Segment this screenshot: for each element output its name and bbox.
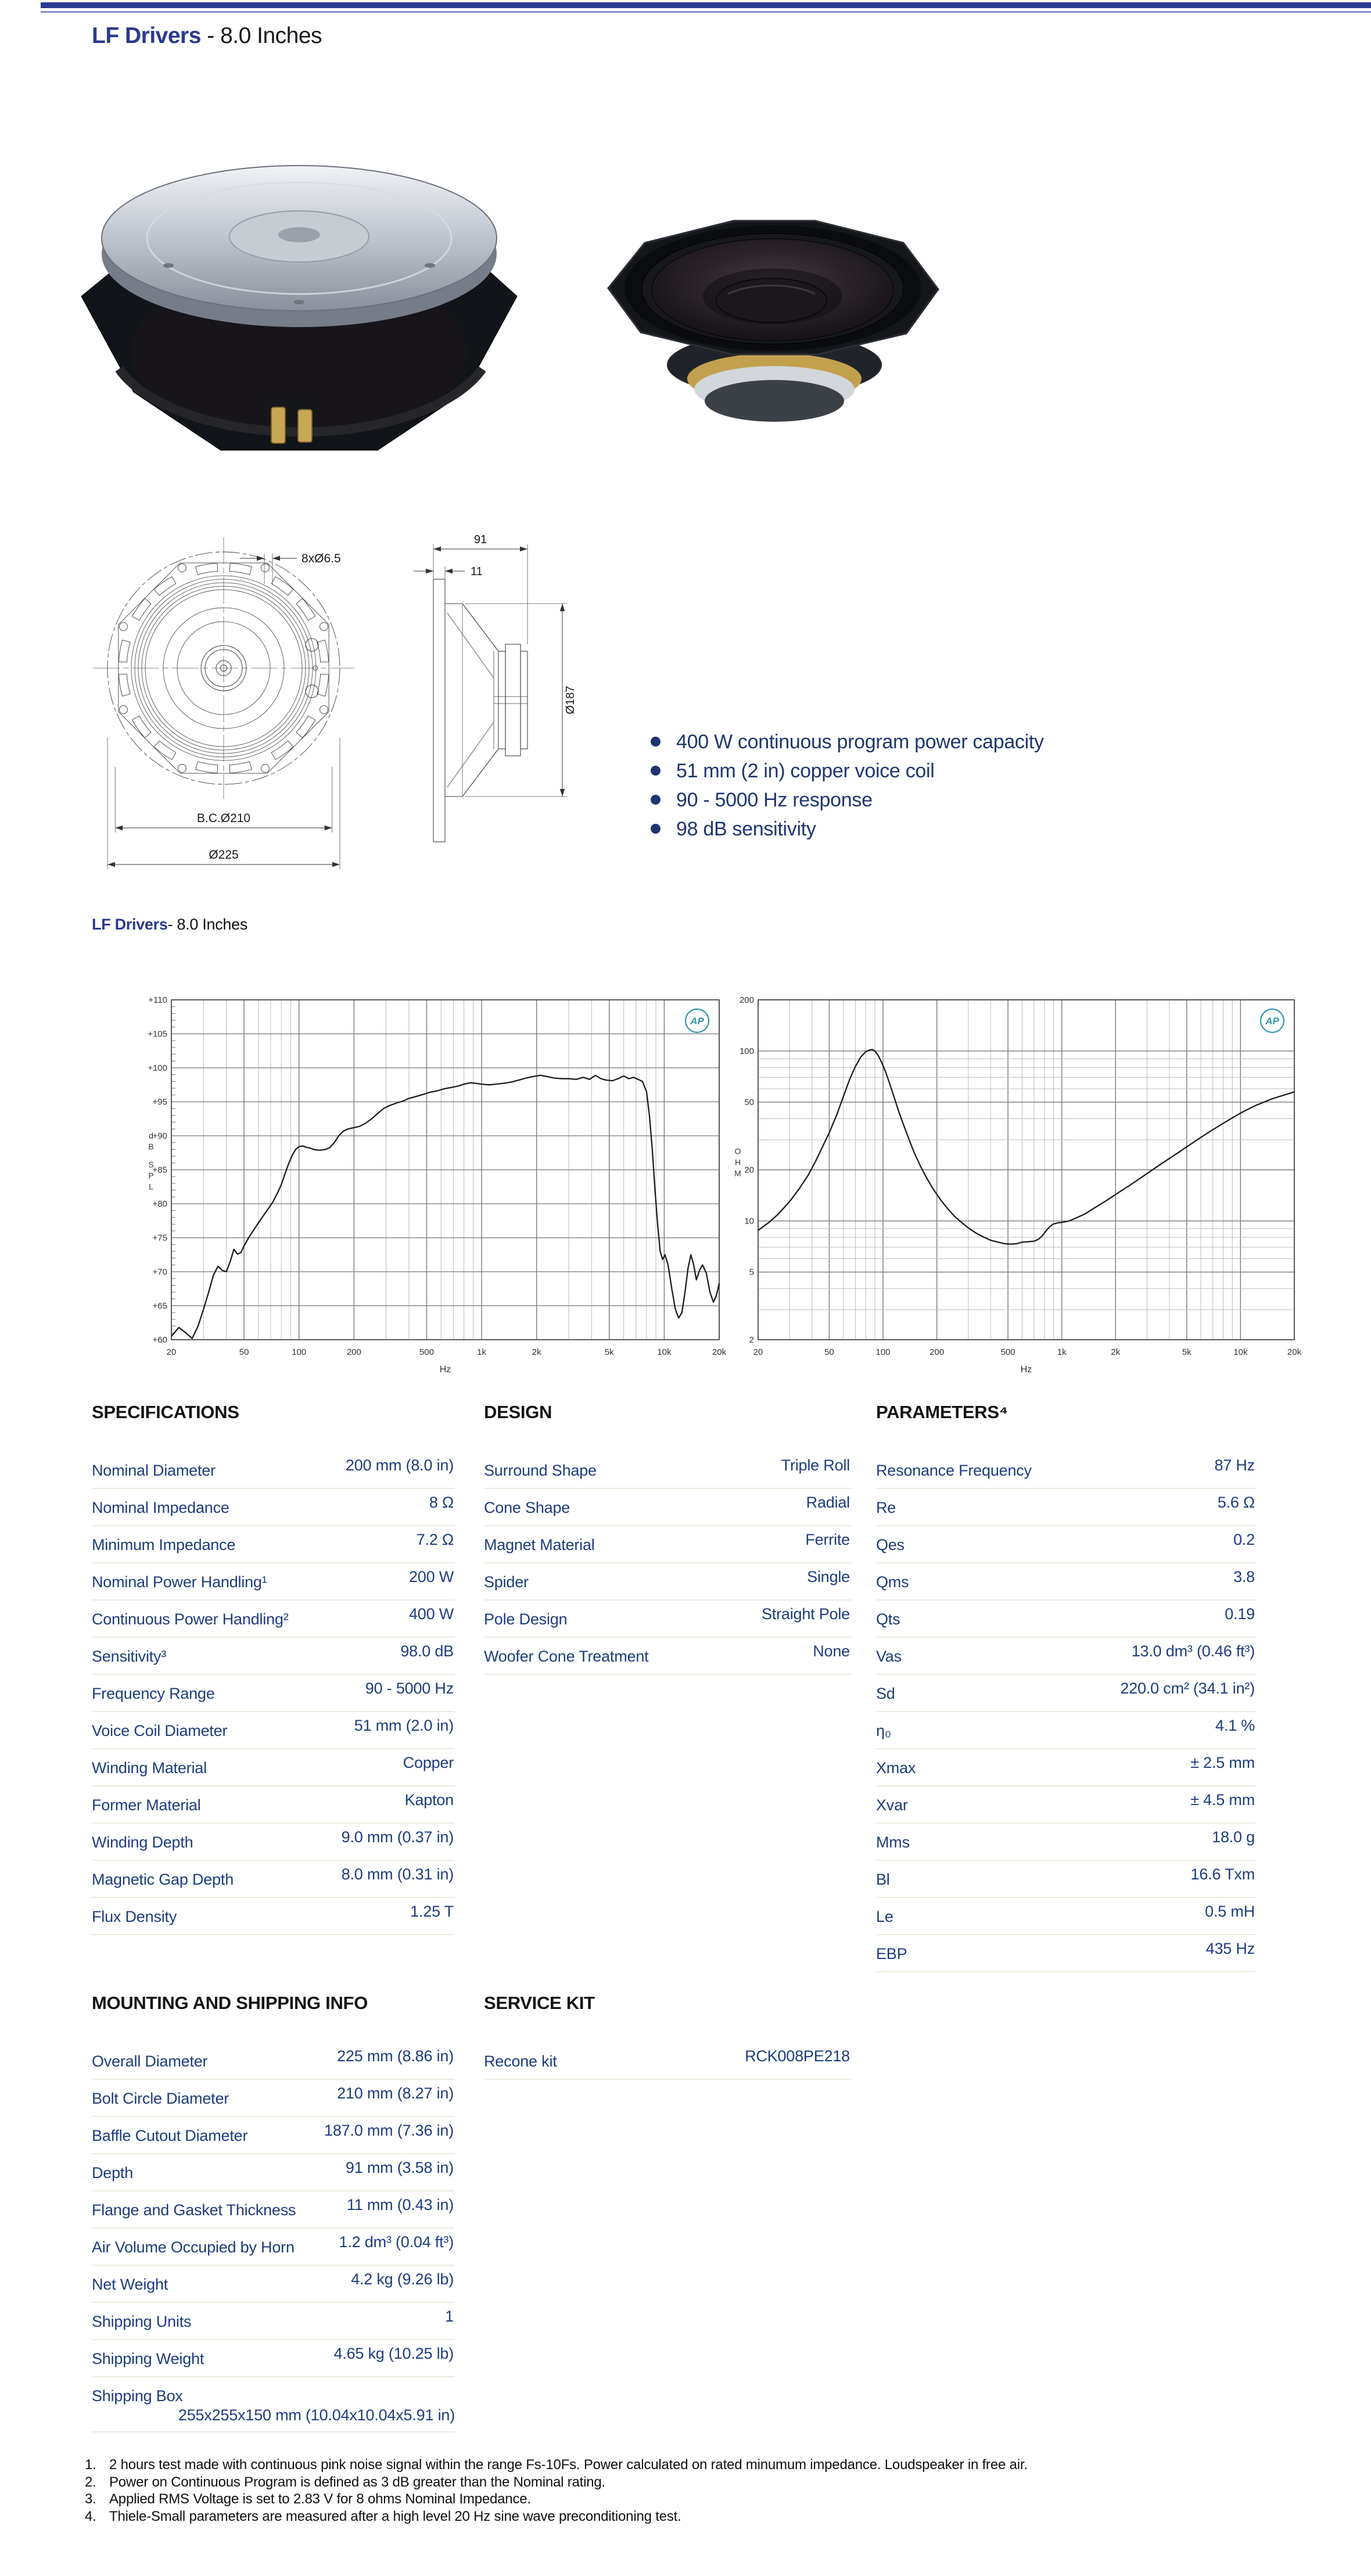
grid	[758, 1000, 1294, 1340]
axis-labels	[148, 995, 726, 1375]
svg-text:Hz: Hz	[439, 1365, 451, 1375]
row-value: 3.8	[1233, 1568, 1255, 1585]
svg-text:500: 500	[419, 1347, 434, 1357]
svg-text:20: 20	[744, 1165, 754, 1175]
feature-bullet	[646, 815, 1044, 844]
section-title-rest: - 8.0 Inches	[167, 916, 248, 933]
svg-text:500: 500	[1000, 1347, 1015, 1357]
svg-text:20k: 20k	[712, 1347, 726, 1357]
footnote-number: 3.	[85, 2491, 96, 2507]
row-value: 1.2 dm³ (0.04 ft³)	[339, 2233, 454, 2251]
svg-text:91: 91	[473, 533, 487, 546]
row-label: Shipping Box	[92, 2387, 183, 2405]
row-value: 51 mm (2.0 in)	[354, 1717, 454, 1734]
row-label: Le	[876, 1908, 893, 1925]
feature-bullet	[646, 756, 1044, 785]
svg-text:1k: 1k	[477, 1347, 486, 1357]
svg-text:50: 50	[824, 1347, 834, 1357]
svg-text:100: 100	[739, 1046, 754, 1057]
row-value: 11 mm (0.43 in)	[346, 2196, 454, 2213]
row-label: Resonance Frequency	[876, 1462, 1032, 1479]
ap-logo	[686, 1009, 709, 1032]
table-row	[92, 1786, 455, 1824]
row-value: 200 mm (8.0 in)	[345, 1456, 454, 1474]
row-label: Shipping Weight	[92, 2350, 204, 2367]
svg-text:5k: 5k	[1182, 1347, 1191, 1357]
svg-text:Hz: Hz	[1020, 1365, 1032, 1375]
svg-text:L: L	[149, 1182, 153, 1192]
row-value: 5.6 Ω	[1217, 1494, 1255, 1511]
row-value: 16.6 Txm	[1190, 1865, 1255, 1883]
row-value: 13.0 dm³ (0.46 ft³)	[1131, 1642, 1255, 1660]
svg-text:10: 10	[744, 1216, 754, 1226]
table-row	[876, 1601, 1256, 1638]
specifications-table-title: SPECIFICATIONS	[92, 1402, 239, 1422]
svg-text:+85: +85	[152, 1165, 167, 1175]
row-value: 0.19	[1225, 1605, 1255, 1623]
row-value: 255x255x150 mm (10.04x10.04x5.91 in)	[178, 2406, 455, 2424]
row-label: Voice Coil Diameter	[92, 1722, 228, 1739]
svg-text:10k: 10k	[657, 1347, 672, 1357]
parameters-table	[876, 1402, 1256, 1972]
svg-text:8xØ6.5: 8xØ6.5	[302, 552, 341, 565]
svg-text:Ø225: Ø225	[209, 848, 239, 862]
table-row	[92, 1489, 455, 1526]
grid	[171, 1000, 719, 1340]
side-view-technical-drawing	[407, 526, 587, 886]
design-table-title: DESIGN	[484, 1402, 552, 1422]
table-row	[876, 1824, 1256, 1861]
table-row	[92, 1526, 455, 1563]
parameters-rows	[876, 1452, 1256, 1972]
mounting-rows	[92, 2043, 455, 2433]
row-value: 87 Hz	[1214, 1456, 1255, 1474]
row-label: Winding Depth	[92, 1834, 193, 1851]
table-row	[92, 2043, 455, 2080]
page-title-brand: LF Drivers	[92, 23, 201, 48]
row-label: Mms	[876, 1834, 910, 1851]
table-row	[92, 2191, 455, 2229]
row-label: Woofer Cone Treatment	[484, 1648, 649, 1665]
svg-text:O: O	[734, 1146, 741, 1156]
table-row	[92, 2154, 455, 2191]
row-label: η₀	[876, 1722, 891, 1739]
table-row	[876, 1712, 1256, 1749]
svg-text:+80: +80	[152, 1199, 167, 1209]
row-label: Minimum Impedance	[92, 1536, 236, 1554]
footnote	[85, 2474, 1340, 2491]
section-title-brand: LF Drivers	[92, 916, 168, 933]
svg-text:B: B	[148, 1142, 154, 1151]
table-row	[484, 1452, 851, 1489]
row-label: Continuous Power Handling²	[92, 1610, 289, 1628]
row-label: Qts	[876, 1610, 900, 1628]
row-label: Xmax	[876, 1759, 916, 1777]
ap-logo	[1261, 1009, 1284, 1032]
footnote	[85, 2508, 1340, 2525]
specifications-rows	[92, 1452, 455, 1935]
table-row	[92, 1861, 455, 1898]
specifications-table	[92, 1402, 455, 1935]
row-value: 200 W	[408, 1568, 454, 1585]
svg-text:Ø187: Ø187	[564, 686, 577, 715]
row-value: Kapton	[404, 1791, 454, 1809]
feature-bullet-text: 51 mm (2 in) copper voice coil	[676, 760, 935, 782]
svg-text:+90: +90	[152, 1131, 167, 1141]
row-value: 8.0 mm (0.31 in)	[341, 1865, 454, 1883]
svg-text:+110: +110	[148, 995, 167, 1005]
svg-text:+75: +75	[152, 1233, 167, 1243]
table-row	[484, 1526, 851, 1563]
row-value: ± 4.5 mm	[1190, 1791, 1255, 1809]
mounting-shipping-table-title: MOUNTING AND SHIPPING INFO	[92, 1993, 368, 2013]
svg-text:+65: +65	[152, 1301, 167, 1311]
svg-text:5: 5	[749, 1267, 754, 1278]
feature-bullet-text: 400 W continuous program power capacity	[676, 731, 1044, 753]
series	[758, 1050, 1294, 1244]
page-title-rest: - 8.0 Inches	[200, 23, 322, 48]
row-label: Qes	[876, 1536, 905, 1554]
front-view-technical-drawing	[44, 526, 404, 889]
row-value: 18.0 g	[1212, 1828, 1255, 1846]
table-row	[876, 1452, 1256, 1489]
row-value: 0.2	[1233, 1531, 1255, 1548]
table-row	[484, 1601, 851, 1638]
speaker-rear-illustration	[81, 166, 517, 450]
row-value: Copper	[403, 1754, 454, 1771]
row-value: Triple Roll	[781, 1456, 850, 1474]
svg-text:AP: AP	[690, 1016, 704, 1027]
svg-text:B.C.Ø210: B.C.Ø210	[196, 812, 251, 825]
row-label: Magnetic Gap Depth	[92, 1871, 234, 1888]
table-row	[876, 1898, 1256, 1935]
frequency-response-chart	[142, 991, 726, 1377]
row-label: Magnet Material	[484, 1536, 595, 1554]
row-label: Depth	[92, 2164, 134, 2182]
axis-labels	[734, 995, 1301, 1375]
table-row	[92, 2303, 455, 2340]
svg-text:2k: 2k	[532, 1347, 541, 1357]
footnote-text: Thiele-Small parameters are measured after a high level 20 Hz sine wave preconditioning test.	[109, 2508, 681, 2524]
table-row	[92, 2229, 455, 2266]
table-row	[92, 2117, 455, 2154]
table-row	[92, 2080, 455, 2117]
row-value: None	[813, 1642, 850, 1660]
svg-text:11: 11	[471, 565, 483, 578]
row-label: Re	[876, 1499, 896, 1516]
footnote-text: Applied RMS Voltage is set to 2.83 V for 8 ohms Nominal Impedance.	[109, 2491, 531, 2507]
row-label: Flux Density	[92, 1908, 177, 1925]
section-title	[92, 916, 247, 934]
mounting-shipping-table	[92, 1993, 455, 2433]
row-label: Cone Shape	[484, 1499, 570, 1516]
row-label: Former Material	[92, 1796, 201, 1814]
row-value: Ferrite	[805, 1531, 850, 1548]
row-label: Frequency Range	[92, 1685, 215, 1702]
table-row	[876, 1861, 1256, 1898]
row-label: Shipping Units	[92, 2313, 192, 2330]
svg-text:5k: 5k	[604, 1347, 614, 1357]
table-row	[876, 1935, 1256, 1972]
row-label: Winding Material	[92, 1759, 207, 1777]
footnotes	[85, 2456, 1340, 2525]
dimensions	[414, 533, 577, 797]
row-label: Surround Shape	[484, 1462, 597, 1479]
table-row	[484, 1489, 851, 1526]
table-row	[92, 1824, 455, 1861]
row-label: Xvar	[876, 1796, 908, 1814]
row-label: Bolt Circle Diameter	[92, 2090, 229, 2107]
feature-bullet-text: 98 dB sensitivity	[676, 818, 816, 840]
table-row	[876, 1675, 1256, 1712]
feature-bullet	[646, 727, 1044, 756]
svg-text:200: 200	[929, 1347, 945, 1357]
table-row	[876, 1489, 1256, 1526]
svg-text:20: 20	[166, 1347, 177, 1357]
top-accent-line	[41, 11, 1371, 13]
svg-text:200: 200	[346, 1347, 361, 1357]
row-label: Net Weight	[92, 2276, 168, 2293]
row-value: 0.5 mH	[1205, 1903, 1255, 1920]
table-row	[484, 1638, 851, 1675]
svg-text:2: 2	[749, 1335, 754, 1345]
footnote-text: Power on Continuous Program is defined as 3 dB greater than the Nominal rating.	[109, 2474, 606, 2490]
row-value: 4.1 %	[1215, 1717, 1255, 1734]
feature-bullets	[646, 727, 1044, 844]
svg-text:100: 100	[292, 1347, 307, 1357]
feature-bullet	[646, 785, 1044, 815]
table-row	[484, 1563, 851, 1601]
table-row	[92, 1898, 455, 1935]
row-label: EBP	[876, 1945, 907, 1963]
svg-text:2k: 2k	[1111, 1347, 1121, 1357]
series	[171, 1075, 719, 1339]
row-label: Nominal Impedance	[92, 1499, 229, 1516]
impedance-chart	[729, 991, 1301, 1377]
row-label: Vas	[876, 1648, 902, 1665]
svg-text:200: 200	[739, 995, 754, 1005]
row-label: Nominal Diameter	[92, 1462, 216, 1479]
svg-text:+70: +70	[152, 1267, 167, 1277]
row-value: Straight Pole	[762, 1605, 850, 1623]
parameters-table-title: PARAMETERS⁴	[876, 1402, 1008, 1422]
row-label: Sd	[876, 1685, 895, 1702]
row-value: 7.2 Ω	[416, 1531, 454, 1548]
service-kit-table-title: SERVICE KIT	[484, 1993, 595, 2013]
row-value: 90 - 5000 Hz	[365, 1680, 454, 1697]
table-row	[92, 1712, 455, 1749]
svg-text:1k: 1k	[1057, 1347, 1067, 1357]
footnote	[85, 2491, 1340, 2508]
svg-text:+95: +95	[152, 1097, 167, 1107]
page-title	[92, 23, 322, 49]
row-label: Qms	[876, 1573, 909, 1591]
row-value: 8 Ω	[429, 1494, 454, 1511]
svg-text:20: 20	[753, 1347, 763, 1357]
row-label: Flange and Gasket Thickness	[92, 2201, 296, 2219]
footnote	[85, 2456, 1340, 2474]
svg-text:+100: +100	[148, 1063, 167, 1073]
svg-text:20k: 20k	[1287, 1347, 1301, 1357]
table-row	[92, 1638, 455, 1675]
footnote-text: 2 hours test made with continuous pink noise signal within the range Fs-10Fs. Power calculated on rated minumum impedance. Loudspeaker in free air.	[109, 2457, 1028, 2473]
table-row	[876, 1638, 1256, 1675]
table-row	[484, 2043, 851, 2080]
table-row	[92, 2340, 455, 2377]
row-value: ± 2.5 mm	[1190, 1754, 1255, 1771]
row-label: Pole Design	[484, 1610, 568, 1628]
table-row	[876, 1563, 1256, 1601]
design-rows	[484, 1452, 851, 1675]
row-value: RCK008PE218	[745, 2047, 850, 2065]
svg-text:AP: AP	[1265, 1016, 1279, 1027]
row-value: 225 mm (8.86 in)	[337, 2047, 454, 2065]
product-photo-rear-view	[49, 119, 555, 471]
row-value: 98.0 dB	[400, 1642, 454, 1660]
product-photo-front-view	[590, 209, 956, 430]
row-value: 4.65 kg (10.25 lb)	[333, 2345, 454, 2362]
table-row	[876, 1526, 1256, 1563]
design-table	[484, 1402, 851, 1675]
svg-text:P: P	[148, 1171, 154, 1181]
svg-text:+105: +105	[148, 1029, 167, 1039]
row-label: Bl	[876, 1871, 890, 1888]
row-label: Sensitivity³	[92, 1648, 167, 1665]
svg-text:+60: +60	[152, 1335, 167, 1345]
svg-text:50: 50	[239, 1347, 249, 1357]
svg-text:10k: 10k	[1233, 1347, 1248, 1357]
row-label: Recone kit	[484, 2053, 557, 2070]
row-value: 9.0 mm (0.37 in)	[341, 1828, 454, 1846]
svg-text:H: H	[734, 1157, 741, 1167]
row-value: Radial	[806, 1494, 850, 1511]
table-row	[92, 2377, 455, 2433]
row-value: 435 Hz	[1205, 1940, 1255, 1957]
svg-text:100: 100	[875, 1347, 891, 1357]
row-value: 91 mm (3.58 in)	[345, 2159, 454, 2176]
top-accent-bar	[41, 2, 1371, 8]
svg-text:M: M	[734, 1168, 741, 1178]
row-label: Baffle Cutout Diameter	[92, 2127, 248, 2144]
row-value: 187.0 mm (7.36 in)	[324, 2122, 454, 2139]
row-label: Nominal Power Handling¹	[92, 1573, 267, 1591]
table-row	[876, 1786, 1256, 1824]
table-row	[92, 1749, 455, 1786]
row-value: 210 mm (8.27 in)	[337, 2085, 454, 2102]
svg-text:S: S	[148, 1160, 154, 1169]
table-row	[876, 1749, 1256, 1786]
footnote-number: 4.	[85, 2508, 96, 2524]
row-label: Overall Diameter	[92, 2053, 208, 2070]
footnote-number: 1.	[85, 2457, 96, 2473]
speaker-front-illustration	[608, 221, 938, 422]
table-row	[92, 2266, 455, 2303]
row-label: Air Volume Occupied by Horn	[92, 2238, 295, 2256]
table-row	[92, 1675, 455, 1712]
service-rows	[484, 2043, 851, 2080]
row-value: 1	[445, 2308, 454, 2325]
table-row	[92, 1563, 455, 1601]
svg-text:50: 50	[744, 1097, 754, 1108]
row-value: 400 W	[408, 1605, 454, 1623]
row-value: 4.2 kg (9.26 lb)	[351, 2270, 454, 2288]
row-value: Single	[807, 1568, 850, 1585]
service-kit-table	[484, 1993, 851, 2080]
table-row	[92, 1601, 455, 1638]
feature-bullet-text: 90 - 5000 Hz response	[676, 789, 873, 811]
row-value: 1.25 T	[410, 1903, 454, 1920]
svg-text:d: d	[149, 1131, 153, 1140]
row-label: Spider	[484, 1573, 529, 1591]
footnote-number: 2.	[85, 2474, 96, 2490]
table-row	[92, 1452, 455, 1489]
row-value: 220.0 cm² (34.1 in²)	[1120, 1680, 1255, 1697]
